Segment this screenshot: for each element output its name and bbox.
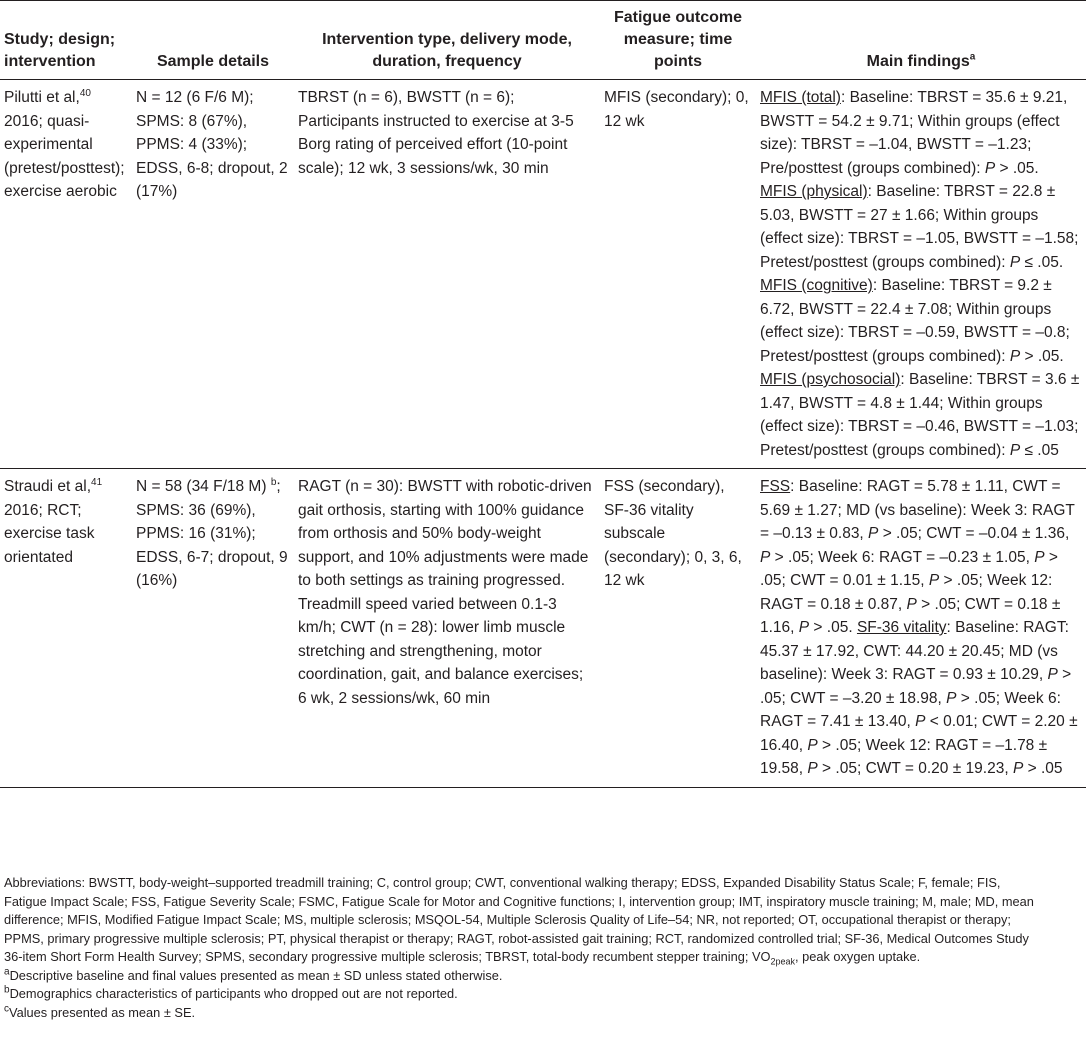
finding-label: FSS	[760, 478, 791, 495]
study-details: 2016; RCT; exercise task orientated	[4, 501, 95, 566]
cell-findings	[756, 469, 1086, 788]
p-symbol: P	[1047, 666, 1058, 683]
finding-label: MFIS (psychosocial)	[760, 371, 901, 388]
finding-text: > .05; CWT = –3.20 ± 18.98,	[760, 666, 1072, 707]
finding-text: : Baseline: TBRST = 3.6 ± 1.47, BWSTT = 4.8 ± 1.44; Within groups (effect size): TBRST = –0.46, BWSTT = –1.03; Pretest/posttest (groups combined):	[760, 371, 1080, 459]
study-name: Straudi et al,	[4, 478, 92, 495]
finding-text: > .05; CWT = 0.18 ± 1.16,	[760, 595, 1061, 636]
footnote-a	[4, 967, 1040, 986]
finding-text: > .05; CWT = 0.01 ± 1.15,	[760, 548, 1058, 589]
sample-text: ; SPMS: 36 (69%), PPMS: 16 (31%); EDSS, 6-7; dropout, 9 (16%)	[136, 478, 288, 589]
p-symbol: P	[798, 619, 810, 636]
p-symbol: P	[984, 159, 996, 177]
header-findings-cell	[756, 1, 1086, 80]
footnote-c	[4, 1004, 1040, 1023]
abbreviations-text-end: , peak oxygen uptake.	[795, 949, 921, 964]
cell-outcome: FSS (secondary), SF-36 vitality subscale (secondary); 0, 3, 6, 12 wk	[604, 478, 742, 589]
finding-text: < 0.01; CWT = 2.20 ± 16.40,	[760, 713, 1078, 754]
header-study: Study; design; intervention	[4, 31, 116, 70]
header-findings-sup: a	[969, 51, 976, 63]
sample-text: N = 58 (34 F/18 M)	[136, 478, 267, 495]
finding-text: : Baseline: RAGT = 5.78 ± 1.11, CWT = 5.69 ± 1.27; MD (vs baseline): Week 3: RAGT = –0.13 ± 0.83,	[760, 478, 1075, 542]
cell-sample	[132, 469, 294, 788]
p-symbol: P	[1009, 253, 1021, 271]
study-ref: 40	[79, 87, 91, 99]
header-intervention: Intervention type, delivery mode, duration, frequency	[322, 31, 572, 70]
p-symbol: P	[1012, 760, 1024, 777]
finding-label: MFIS (cognitive)	[760, 277, 873, 294]
finding-text: ≤ .05	[1020, 441, 1059, 459]
sample-sup: b	[270, 476, 277, 488]
finding-text: > .05; Week 6: RAGT = 7.41 ± 13.40,	[760, 689, 1061, 730]
p-symbol: P	[760, 548, 771, 566]
footnote-text: Descriptive baseline and final values presented as mean ± SD unless stated otherwise.	[9, 967, 503, 983]
cell-outcome: MFIS (secondary); 0, 12 wk	[604, 89, 749, 130]
p-symbol: P	[915, 713, 926, 730]
abbreviations-sub: 2peak	[770, 956, 795, 967]
finding-text: ≤ .05.	[1020, 253, 1064, 271]
finding-text: : Baseline: TBRST = 22.8 ± 5.03, BWSTT = 27 ± 1.66; Within groups (effect size): TBRST = –1.05, BWSTT = –1.58; Pretest/posttest (groups combined):	[760, 183, 1079, 271]
finding-label: SF-36 vitality	[856, 619, 947, 636]
footnote-text: Demographics characteristics of participants who dropped out are not reported.	[9, 986, 458, 1001]
finding-text: : Baseline: TBRST = 9.2 ± 6.72, BWSTT = 22.4 ± 7.08; Within groups (effect size): TBRST = –0.59, BWSTT = –0.8; Pretest/posttest (groups combined):	[760, 277, 1070, 365]
header-findings: Main findings	[866, 53, 970, 70]
footnote-marker: b	[4, 984, 10, 996]
p-symbol: P	[807, 736, 818, 754]
cell-sample: N = 12 (6 F/6 M); SPMS: 8 (67%), PPMS: 4 (33%); EDSS, 6-8; dropout, 2 (17%)	[136, 89, 288, 200]
footnote-text: Values presented as mean ± SE.	[9, 1004, 196, 1020]
cell-findings	[756, 80, 1086, 469]
finding-text: > .05; CWT = 0.20 ± 19.23,	[817, 760, 1013, 777]
abbreviations	[4, 874, 1040, 967]
header-outcome: Fatigue outcome measure; time points	[613, 9, 742, 70]
finding-label: MFIS (total)	[760, 89, 841, 106]
footnote-marker: a	[4, 966, 10, 978]
p-symbol: P	[807, 760, 818, 777]
cell-study	[0, 80, 132, 469]
p-symbol: P	[1009, 347, 1021, 365]
cell-study	[0, 469, 132, 788]
finding-text: : Baseline: RAGT: 45.37 ± 17.92, CWT: 44.20 ± 20.45; MD (vs baseline): Week 3: RAGT = 0.93 ± 10.29,	[760, 619, 1069, 683]
finding-text: > .05; Week 12: RAGT = –1.78 ± 19.58,	[760, 736, 1048, 777]
finding-text: > .05.	[809, 619, 857, 636]
cell-intervention: RAGT (n = 30): BWSTT with robotic-driven gait orthosis, starting with 100% guidance from orthosis and 50% body-weight support, and 10% adjustments were made to both settings as training progressed. Treadmill speed varied between 0.1-3 km/h; CWT (n = 28): lower limb muscle stretching and strengthening, motor coordination, gait, and balance exercises; 6 wk, 2 sessions/wk, 60 min	[298, 478, 592, 707]
study-name: Pilutti et al,	[4, 89, 80, 106]
study-ref: 41	[91, 476, 103, 488]
p-symbol: P	[868, 525, 879, 542]
finding-text: > .05; Week 12: RAGT = 0.18 ± 0.87,	[760, 572, 1053, 613]
finding-text: > .05; Week 6: RAGT = –0.23 ± 1.05,	[770, 548, 1035, 566]
header-row	[0, 1, 1086, 80]
p-symbol: P	[946, 689, 957, 707]
finding-text: > .05; CWT = –0.04 ± 1.36,	[878, 525, 1070, 542]
p-symbol: P	[1034, 548, 1045, 566]
table-row-straudi	[0, 469, 1086, 788]
p-symbol: P	[928, 572, 940, 589]
footnote-b	[4, 985, 1040, 1004]
finding-text: : Baseline: TBRST = 35.6 ± 9.21, BWSTT = 54.2 ± 9.71; Within groups (effect size): TBRST = –1.04, BWSTT = –1.23; Pre/posttest (groups combined):	[760, 89, 1068, 177]
header-sample: Sample details	[156, 53, 270, 70]
finding-label: MFIS (physical)	[760, 183, 868, 200]
study-details: 2016; quasi-experimental (pretest/posttest); exercise aerobic	[4, 112, 125, 200]
footnote-marker: c	[4, 1003, 9, 1015]
finding-text: > .05	[1023, 760, 1063, 777]
table-row-pilutti	[0, 80, 1086, 469]
cell-intervention: TBRST (n = 6), BWSTT (n = 6); Participants instructed to exercise at 3-5 Borg rating of perceived effort (10-point scale); 12 wk, 3 sessions/wk, 30 min	[298, 89, 574, 177]
p-symbol: P	[906, 595, 917, 613]
table-footnotes	[4, 874, 1040, 1022]
finding-text: > .05.	[995, 159, 1039, 177]
finding-text: > .05.	[1020, 347, 1064, 365]
p-symbol: P	[1009, 441, 1021, 459]
abbreviations-text: Abbreviations: BWSTT, body-weight–supported treadmill training; C, control group; CWT, conventional walking therapy; EDSS, Expanded Disability Status Scale; F, female; FIS, Fatigue Impact Scale; FSS, Fatigue Severity Scale; FSMC, Fatigue Scale for Motor and Cognitive functions; I, intervention group; IMT, inspiratory muscle training; M, male; MD, mean difference; MFIS, Modified Fatigue Impact Scale; MS, multiple sclerosis; MSQOL-54, Multiple Sclerosis Quality of Life–54; NR, not reported; OT, occupational therapist or therapy; PPMS, primary progressive multiple sclerosis; PT, physical therapist or therapy; RAGT, robot-assisted gait training; RCT, randomized controlled trial; SF-36, Medical Outcomes Study 36-item Short Form Health Survey; SPMS, secondary progressive multiple sclerosis; TBRST, total-body recumbent stepper training; VO	[4, 875, 1034, 964]
